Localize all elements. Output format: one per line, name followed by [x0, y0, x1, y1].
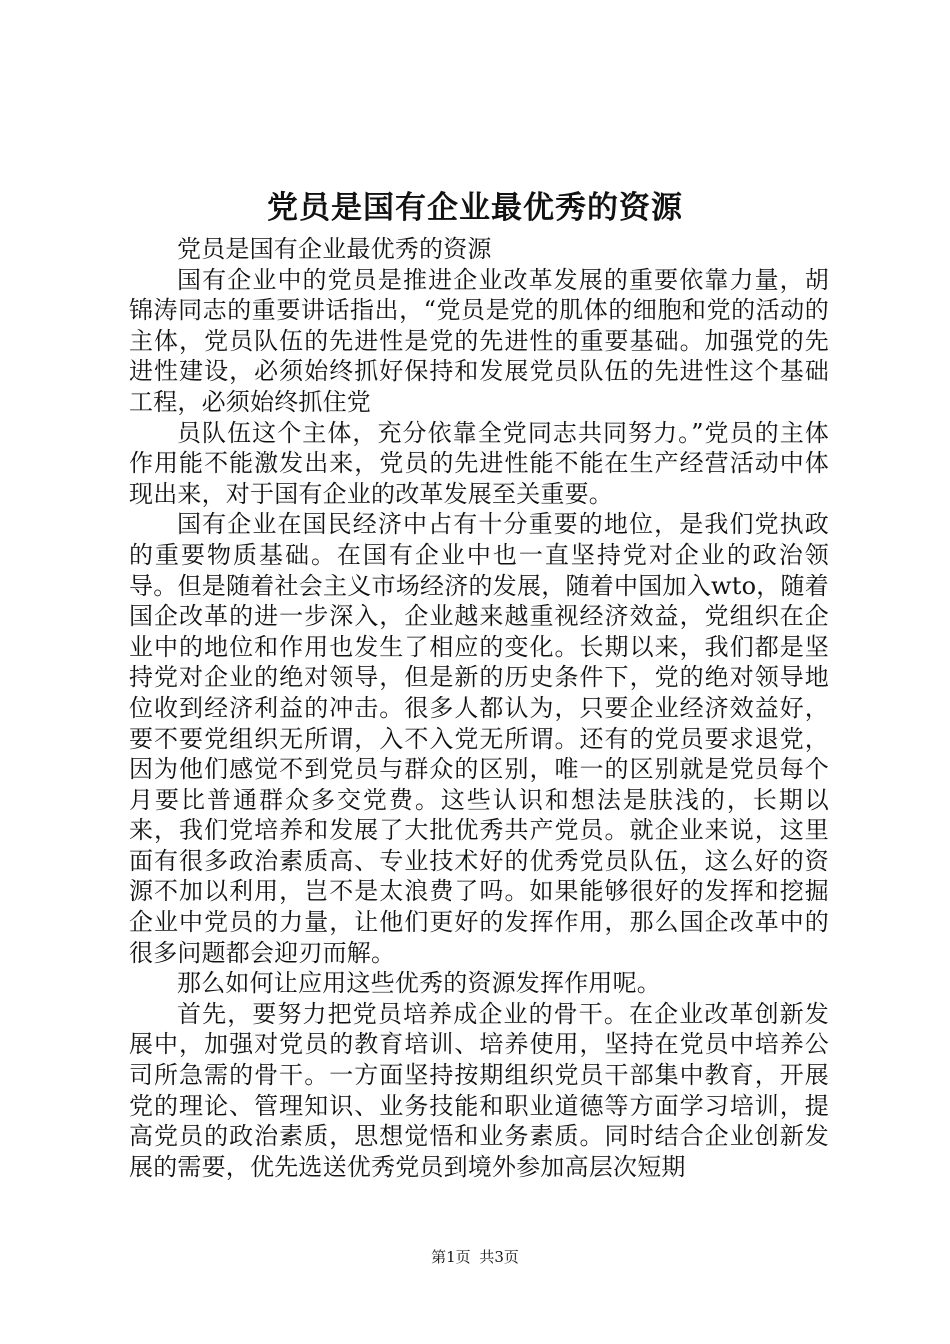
- paragraph: 员队伍这个主体，充分依靠全党同志共同努力。”党员的主体作用能不能激发出来，党员的先进性能不能在生产经营活动中体现出来，对于国有企业的改革发展至关重要。: [129, 418, 829, 508]
- page-total: 共3页: [479, 1248, 519, 1266]
- paragraph: 党员是国有企业最优秀的资源: [177, 235, 492, 263]
- document-body: [129, 234, 829, 1182]
- paragraph: 国有企业中的党员是推进企业改革发展的重要依靠力量，胡锦涛同志的重要讲话指出，“党员是党的肌体的细胞和党的活动的主体，党员队伍的先进性是党的先进性的重要基础。加强党的先进性建设，必须始终抓好保持和发展党员队伍的先进性这个基础工程，必须始终抓住党: [129, 265, 829, 416]
- document-title: 党员是国有企业最优秀的资源: [267, 190, 683, 226]
- page-footer: [0, 1247, 950, 1267]
- paragraph: 国有企业在国民经济中占有十分重要的地位，是我们党执政的重要物质基础。在国有企业中也一直坚持党对企业的政治领导。但是随着社会主义市场经济的发展，随着中国加入wto，随着国企改革的进一步深入，企业越来越重视经济效益，党组织在企业中的地位和作用也发生了相应的变化。长期以来，我们都是坚持党对企业的绝对领导，但是新的历史条件下，党的绝对领导地位收到经济利益的冲击。很多人都认为，只要企业经济效益好，要不要党组织无所谓，入不入党无所谓。还有的党员要求退党，因为他们感觉不到党员与群众的区别，唯一的区别就是党员每个月要比普通群众多交党费。这些认识和想法是肤浅的，长期以来，我们党培养和发展了大批优秀共产党员。就企业来说，这里面有很多政治素质高、专业技术好的优秀党员队伍，这么好的资源不加以利用，岂不是太浪费了吗。如果能够很好的发挥和挖掘企业中党员的力量，让他们更好的发挥作用，那么国企改革中的很多问题都会迎刃而解。: [129, 510, 829, 967]
- paragraph: 首先，要努力把党员培养成企业的骨干。在企业改革创新发展中，加强对党员的教育培训、培养使用，坚持在党员中培养公司所急需的骨干。一方面坚持按期组织党员干部集中教育，开展党的理论、管理知识、业务技能和职业道德等方面学习培训，提高党员的政治素质，思想觉悟和业务素质。同时结合企业创新发展的需要，优先选送优秀党员到境外参加高层次短期: [129, 999, 829, 1181]
- paragraph: 那么如何让应用这些优秀的资源发挥作用呢。: [177, 969, 661, 998]
- page-number: 第1页: [431, 1248, 471, 1266]
